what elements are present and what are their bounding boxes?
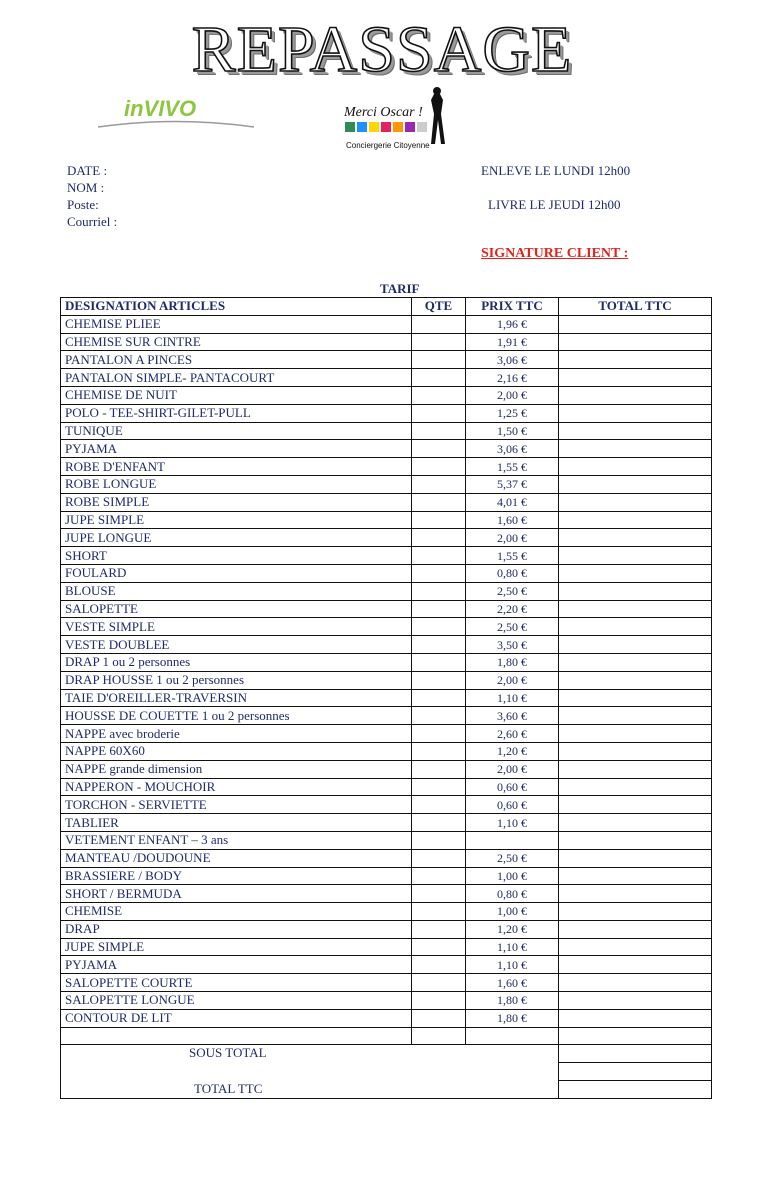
qte-cell[interactable] [412,511,466,529]
article-name: TORCHON - SERVIETTE [61,796,412,814]
qte-cell[interactable] [412,671,466,689]
price-cell: 1,80 € [466,992,559,1010]
article-name: CHEMISE SUR CINTRE [61,333,412,351]
table-row [61,547,712,565]
total-cell[interactable] [559,992,712,1010]
price-cell: 3,60 € [466,707,559,725]
table-row [61,369,712,387]
qte-cell[interactable] [412,885,466,903]
header-total: TOTAL TTC [559,298,712,316]
price-cell: 2,00 € [466,671,559,689]
qte-cell[interactable] [412,369,466,387]
total-cell[interactable] [559,333,712,351]
table-row [61,386,712,404]
qte-cell[interactable] [412,564,466,582]
price-cell [466,831,559,849]
header-designation: DESIGNATION ARTICLES [61,298,412,316]
qte-cell[interactable] [412,636,466,654]
article-name: PANTALON A PINCES [61,351,412,369]
price-cell: 1,80 € [466,653,559,671]
total-cell[interactable] [559,956,712,974]
article-name: BRASSIERE / BODY [61,867,412,885]
total-cell[interactable] [559,458,712,476]
price-cell: 1,91 € [466,333,559,351]
total-cell[interactable] [559,422,712,440]
total-cell[interactable] [559,351,712,369]
price-cell: 2,20 € [466,600,559,618]
total-ttc-label: TOTAL TTC [194,1081,263,1097]
table-row [61,725,712,743]
article-name: NAPPERON - MOUCHOIR [61,778,412,796]
price-cell: 2,50 € [466,582,559,600]
price-cell: 1,10 € [466,689,559,707]
total-cell[interactable] [559,885,712,903]
qte-cell[interactable] [412,315,466,333]
qte-cell[interactable] [412,796,466,814]
totals-labels-cell [61,1045,559,1098]
table-row [61,814,712,832]
article-name: FOULARD [61,564,412,582]
total-cell[interactable] [559,529,712,547]
qte-cell[interactable] [412,351,466,369]
article-name: JUPE SIMPLE [61,511,412,529]
qte-cell[interactable] [412,582,466,600]
qte-cell[interactable] [412,974,466,992]
table-row [61,742,712,760]
total-cell[interactable] [559,796,712,814]
table-row [61,671,712,689]
qte-cell[interactable] [412,493,466,511]
empty-row [61,1027,712,1045]
merci-oscar-logo [342,86,457,156]
total-cell[interactable] [559,547,712,565]
total-cell[interactable] [559,600,712,618]
table-row [61,760,712,778]
qte-cell[interactable] [412,547,466,565]
qte-cell[interactable] [412,725,466,743]
invivo-logo [96,94,256,134]
table-row [61,511,712,529]
price-cell: 5,37 € [466,475,559,493]
qte-cell[interactable] [412,689,466,707]
table-row [61,458,712,476]
article-name: DRAP [61,920,412,938]
table-row [61,867,712,885]
table-header-row [61,298,712,316]
table-row [61,831,712,849]
article-name: PYJAMA [61,440,412,458]
price-cell: 1,96 € [466,315,559,333]
qte-cell[interactable] [412,1009,466,1027]
total-cell[interactable] [559,760,712,778]
total-cell[interactable] [559,778,712,796]
price-cell: 1,55 € [466,547,559,565]
total-cell[interactable] [559,511,712,529]
table-row [61,529,712,547]
article-name: SALOPETTE [61,600,412,618]
price-cell: 2,00 € [466,386,559,404]
qte-cell[interactable] [412,529,466,547]
article-name: CHEMISE [61,903,412,921]
total-cell[interactable] [559,742,712,760]
article-name: ROBE SIMPLE [61,493,412,511]
total-cell[interactable] [559,440,712,458]
merci-logo-text: Merci Oscar ! [344,105,423,120]
qte-cell[interactable] [412,600,466,618]
table-row [61,351,712,369]
qte-cell[interactable] [412,742,466,760]
table-row [61,564,712,582]
poste-label: Poste: [67,197,99,212]
price-cell: 1,60 € [466,511,559,529]
article-name: PANTALON SIMPLE- PANTACOURT [61,369,412,387]
price-cell: 3,06 € [466,440,559,458]
nom-label: NOM : [67,180,105,195]
table-row [61,707,712,725]
price-cell: 1,55 € [466,458,559,476]
table-row [61,636,712,654]
price-cell: 1,00 € [466,867,559,885]
price-cell: 3,50 € [466,636,559,654]
sous-total-row [61,1045,712,1063]
qte-cell[interactable] [412,386,466,404]
enleve-text: ENLEVE LE LUNDI 12h00 [481,163,631,178]
qte-cell[interactable] [412,707,466,725]
article-name: CONTOUR DE LIT [61,1009,412,1027]
total-cell[interactable] [559,493,712,511]
article-name: SALOPETTE LONGUE [61,992,412,1010]
article-name: ROBE LONGUE [61,475,412,493]
total-cell[interactable] [559,903,712,921]
table-row [61,653,712,671]
total-cell[interactable] [559,849,712,867]
price-cell: 0,80 € [466,564,559,582]
article-name: JUPE LONGUE [61,529,412,547]
total-cell[interactable] [559,653,712,671]
table-row [61,493,712,511]
qte-cell[interactable] [412,920,466,938]
article-name: CHEMISE PLIEE [61,315,412,333]
article-name: VETEMENT ENFANT – 3 ans [61,831,412,849]
tarif-label: TARIF [380,281,420,296]
article-name: TAIE D'OREILLER-TRAVERSIN [61,689,412,707]
table-row [61,582,712,600]
article-name: BLOUSE [61,582,412,600]
table-row [61,404,712,422]
qte-cell[interactable] [412,333,466,351]
price-cell: 2,50 € [466,618,559,636]
total-cell[interactable] [559,386,712,404]
price-cell: 1,10 € [466,938,559,956]
total-cell[interactable] [559,564,712,582]
total-cell[interactable] [559,315,712,333]
article-name: NAPPE 60X60 [61,742,412,760]
article-name: SHORT [61,547,412,565]
price-cell: 2,60 € [466,725,559,743]
price-cell: 1,50 € [466,422,559,440]
article-name: ROBE D'ENFANT [61,458,412,476]
article-name: HOUSSE DE COUETTE 1 ou 2 personnes [61,707,412,725]
total-cell[interactable] [559,920,712,938]
table-row [61,778,712,796]
sous-total-value-cell[interactable] [559,1045,712,1063]
qte-cell[interactable] [412,903,466,921]
total-cell[interactable] [559,618,712,636]
total-cell[interactable] [559,707,712,725]
table-row [61,422,712,440]
table-row [61,618,712,636]
table-row [61,333,712,351]
signature-label: SIGNATURE CLIENT : [481,246,629,261]
total-cell[interactable] [559,636,712,654]
article-name: PYJAMA [61,956,412,974]
total-cell[interactable] [559,814,712,832]
courriel-label: Courriel : [67,214,118,229]
price-cell: 1,25 € [466,404,559,422]
qte-cell[interactable] [412,938,466,956]
article-name: VESTE SIMPLE [61,618,412,636]
total-cell[interactable] [559,867,712,885]
table-row [61,475,712,493]
table-row [61,992,712,1010]
article-name: JUPE SIMPLE [61,938,412,956]
article-name: VESTE DOUBLEE [61,636,412,654]
price-cell: 2,00 € [466,529,559,547]
table-row [61,938,712,956]
qte-cell[interactable] [412,404,466,422]
qte-cell[interactable] [412,458,466,476]
total-cell[interactable] [559,369,712,387]
article-name: MANTEAU /DOUDOUNE [61,849,412,867]
header-qte: QTE [412,298,466,316]
table-row [61,974,712,992]
table-row [61,885,712,903]
qte-cell[interactable] [412,992,466,1010]
date-label: DATE : [67,163,108,178]
qte-cell[interactable] [412,849,466,867]
total-cell[interactable] [559,689,712,707]
total-cell[interactable] [559,475,712,493]
table-row [61,903,712,921]
price-cell: 0,80 € [466,885,559,903]
price-cell: 1,00 € [466,903,559,921]
page-title: REPASSAGE [191,13,573,86]
total-ttc-value-cell[interactable] [559,1081,712,1099]
article-name: TUNIQUE [61,422,412,440]
price-cell: 1,10 € [466,814,559,832]
invivo-logo-text: inVIVO [124,96,197,121]
table-row [61,920,712,938]
qte-cell[interactable] [412,831,466,849]
price-cell: 1,80 € [466,1009,559,1027]
price-cell: 0,60 € [466,778,559,796]
price-cell: 3,06 € [466,351,559,369]
total-cell[interactable] [559,582,712,600]
price-cell: 0,60 € [466,796,559,814]
qte-cell[interactable] [412,440,466,458]
table-row [61,1009,712,1027]
spacer-cell [559,1063,712,1081]
article-name: SHORT / BERMUDA [61,885,412,903]
table-row [61,849,712,867]
total-cell[interactable] [559,974,712,992]
livre-text: LIVRE LE JEUDI 12h00 [488,197,621,212]
table-row [61,956,712,974]
table-row [61,689,712,707]
qte-cell[interactable] [412,618,466,636]
qte-cell[interactable] [412,475,466,493]
table-body [61,315,712,1027]
qte-cell[interactable] [412,422,466,440]
article-name: POLO - TEE-SHIRT-GILET-PULL [61,404,412,422]
qte-cell[interactable] [412,760,466,778]
table-row [61,600,712,618]
qte-cell[interactable] [412,778,466,796]
total-cell[interactable] [559,671,712,689]
table-row [61,796,712,814]
total-cell[interactable] [559,938,712,956]
table-row [61,315,712,333]
total-cell[interactable] [559,725,712,743]
article-name: SALOPETTE COURTE [61,974,412,992]
article-name: DRAP HOUSSE 1 ou 2 personnes [61,671,412,689]
total-cell[interactable] [559,1009,712,1027]
article-name: NAPPE avec broderie [61,725,412,743]
header-prix: PRIX TTC [466,298,559,316]
article-name: NAPPE grande dimension [61,760,412,778]
total-cell[interactable] [559,404,712,422]
article-name: TABLIER [61,814,412,832]
price-cell: 1,20 € [466,742,559,760]
price-cell: 2,00 € [466,760,559,778]
qte-cell[interactable] [412,956,466,974]
article-name: CHEMISE DE NUIT [61,386,412,404]
price-table [60,297,712,1099]
qte-cell[interactable] [412,814,466,832]
price-cell: 4,01 € [466,493,559,511]
price-cell: 1,60 € [466,974,559,992]
merci-logo-subtitle: Conciergerie Citoyenne [346,141,430,150]
qte-cell[interactable] [412,653,466,671]
sous-total-label: SOUS TOTAL [189,1045,267,1061]
price-cell: 2,50 € [466,849,559,867]
price-cell: 1,10 € [466,956,559,974]
price-cell: 1,20 € [466,920,559,938]
article-name: DRAP 1 ou 2 personnes [61,653,412,671]
total-cell[interactable] [559,831,712,849]
table-row [61,440,712,458]
qte-cell[interactable] [412,867,466,885]
price-cell: 2,16 € [466,369,559,387]
